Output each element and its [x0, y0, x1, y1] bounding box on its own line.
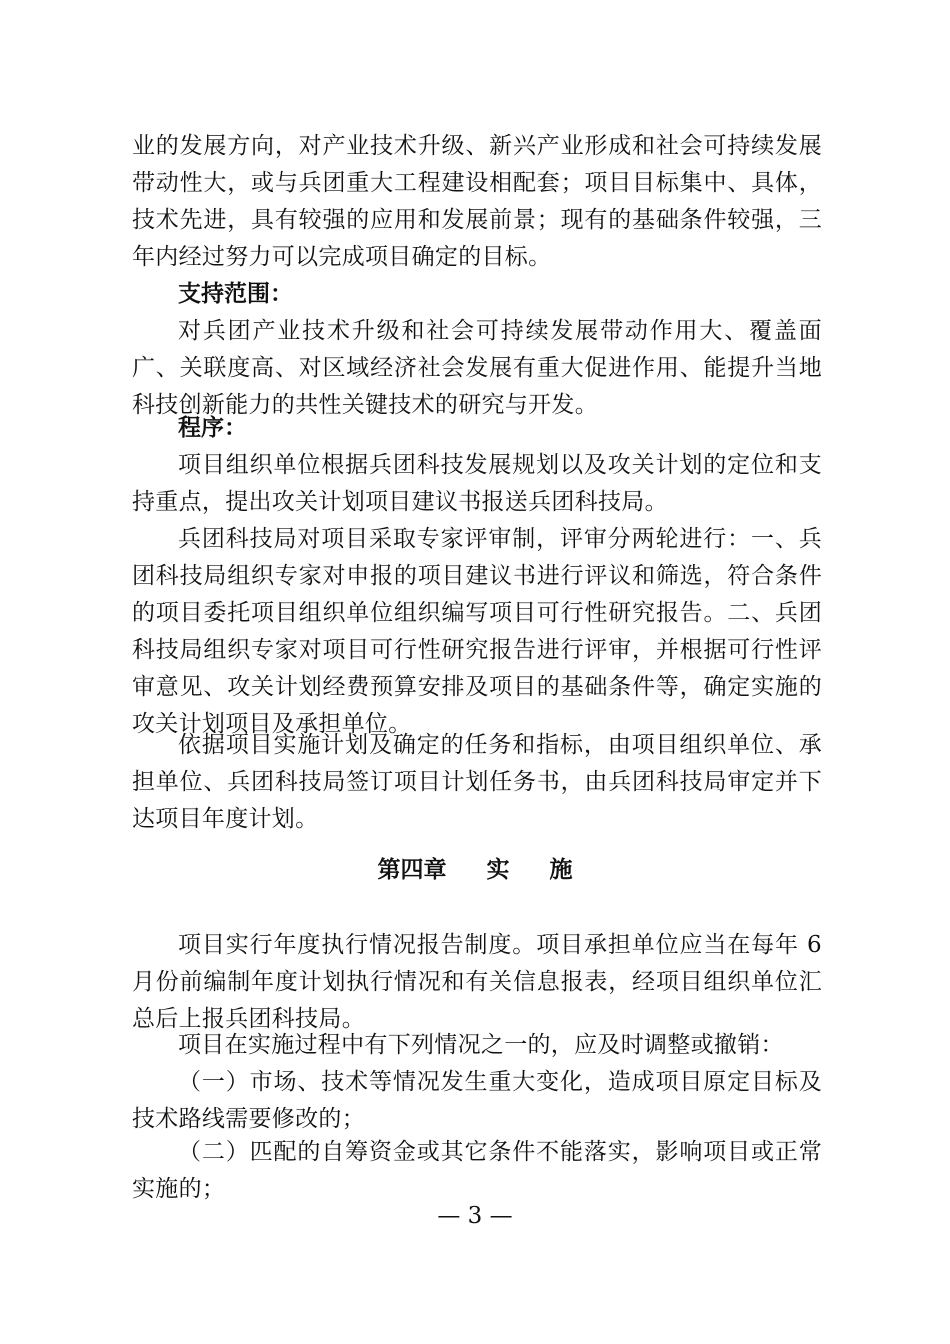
paragraph-support-scope: 对兵团产业技术升级和社会可持续发展带动作用大、覆盖面广、关联度高、对区域经济社会发展有重大促进作用、能提升当地科技创新能力的共性关键技术的研究与开发。 — [132, 318, 822, 418]
chapter-title: 第四章 实 施 — [377, 857, 573, 883]
paragraph-development-direction: 业的发展方向，对产业技术升级、新兴产业形成和社会可持续发展带动性大，或与兵团重大工程建设相配套；项目目标集中、具体，技术先进，具有较强的应用和发展前景；现有的基础条件较强，三年内经过努力可以完成项目确定的目标。 — [132, 133, 822, 270]
list-item-adjustment-2: （二）匹配的自筹资金或其它条件不能落实，影响项目或正常实施的； — [132, 1139, 822, 1202]
heading-support-scope: 支持范围： — [178, 281, 293, 307]
paragraph-procedure-proposal: 项目组织单位根据兵团科技发展规划以及攻关计划的定位和支持重点，提出攻关计划项目建议书报送兵团科技局。 — [132, 452, 822, 515]
page-number: — 3 — — [437, 1203, 513, 1229]
paragraph-procedure-review: 兵团科技局对项目采取专家评审制，评审分两轮进行：一、兵团科技局组织专家对申报的项目建议书进行评议和筛选，符合条件的项目委托项目组织单位组织编写项目可行性研究报告。二、兵团科技局组织专家对项目可行性研究报告进行评审，并根据可行性评审意见、攻关计划经费预算安排及项目的基础条件等，确定实施的攻关计划项目及承担单位。 — [132, 526, 822, 737]
paragraph-adjustment-intro: 项目在实施过程中有下列情况之一的，应及时调整或撤销： — [178, 1032, 784, 1058]
heading-procedure: 程序： — [178, 415, 247, 441]
list-item-adjustment-1: （一）市场、技术等情况发生重大变化，造成项目原定目标及技术路线需要修改的； — [132, 1069, 822, 1132]
paragraph-procedure-contract: 依据项目实施计划及确定的任务和指标，由项目组织单位、承担单位、兵团科技局签订项目计划任务书，由兵团科技局审定并下达项目年度计划。 — [132, 732, 822, 832]
paragraph-annual-report: 项目实行年度执行情况报告制度。项目承担单位应当在每年 6 月份前编制年度计划执行情况和有关信息报表，经项目组织单位汇总后上报兵团科技局。 — [132, 932, 822, 1032]
